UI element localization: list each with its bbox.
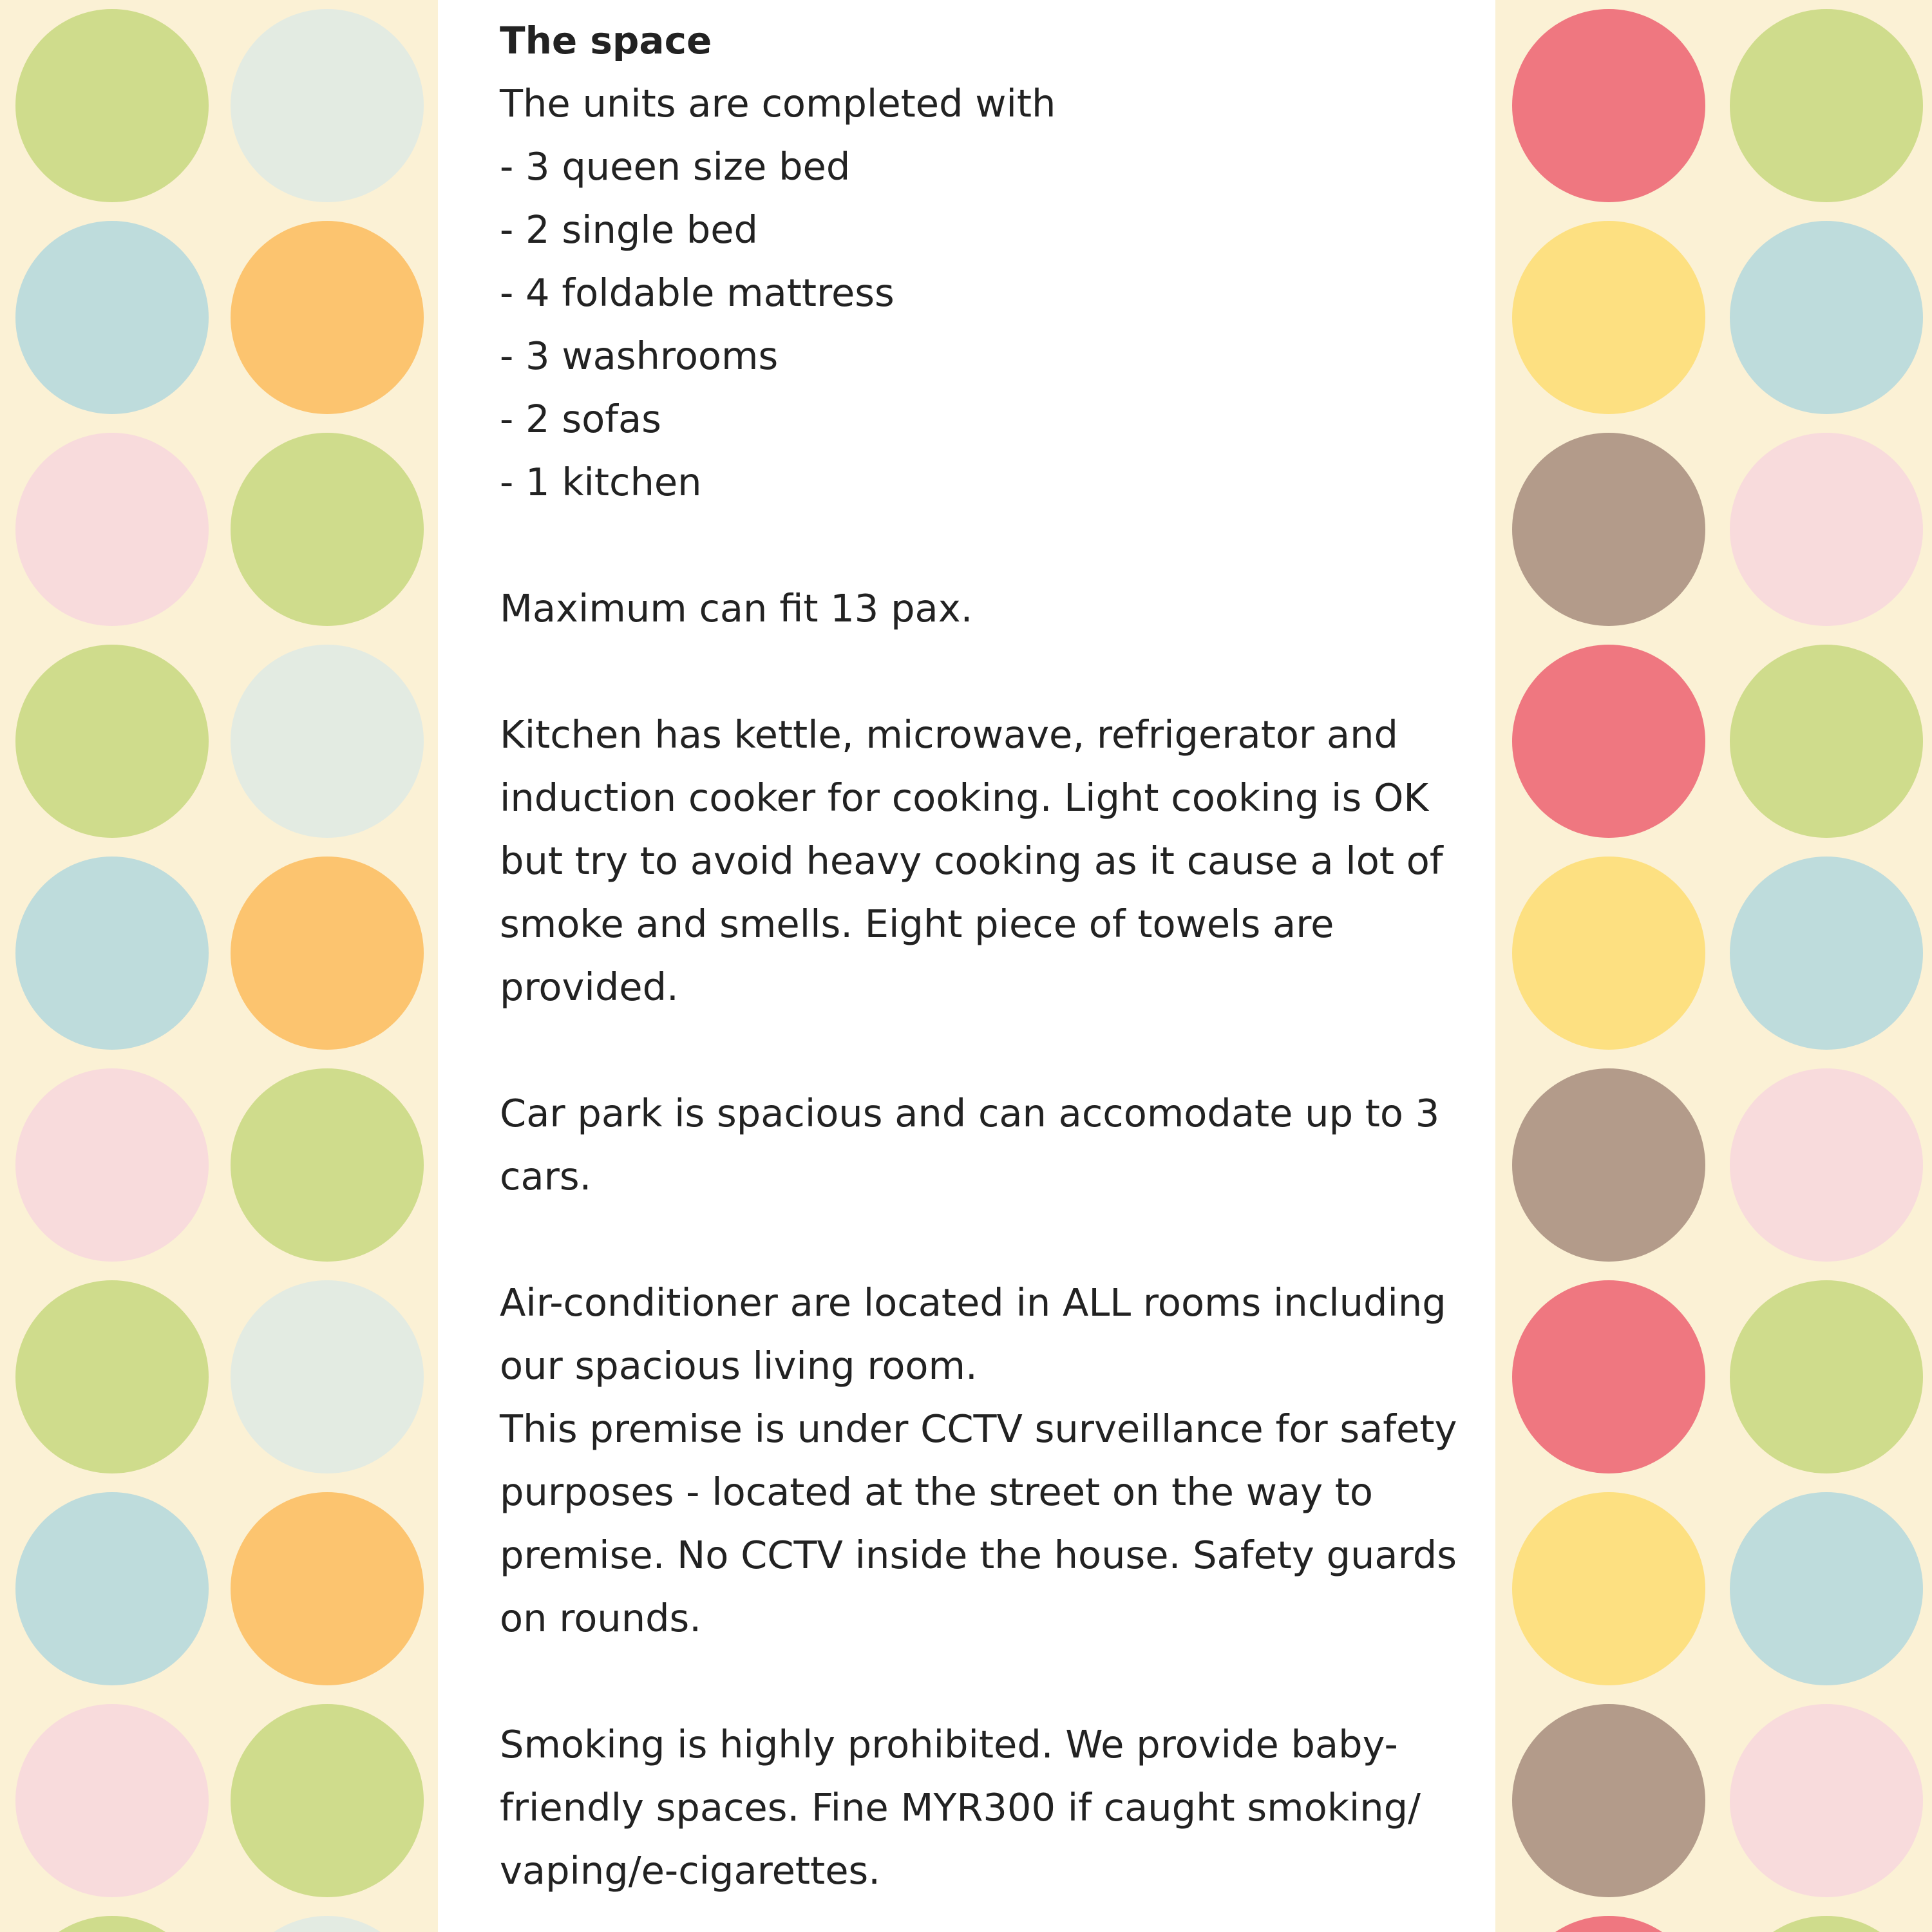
polka-dot (1512, 1492, 1705, 1685)
polka-dot (15, 1704, 209, 1897)
polka-dot (15, 1916, 209, 1932)
listing-description-panel (438, 0, 1495, 1932)
polka-dot (15, 1280, 209, 1473)
polka-dot (1512, 1280, 1705, 1473)
polka-dot (15, 1492, 209, 1685)
polka-dot (231, 1068, 424, 1262)
polka-dot (15, 857, 209, 1050)
polka-dot (15, 9, 209, 202)
polka-dot (1512, 433, 1705, 626)
polka-dot (1730, 1492, 1923, 1685)
polka-dot (231, 645, 424, 838)
polka-dot (231, 857, 424, 1050)
polka-dot (1730, 221, 1923, 414)
polka-dot (231, 1704, 424, 1897)
polka-dot (1730, 1704, 1923, 1897)
capacity-text: Maximum can fit 13 pax. (500, 586, 973, 630)
polka-dot (15, 433, 209, 626)
list-item: - 3 washrooms (500, 334, 779, 378)
polka-dot (15, 1068, 209, 1262)
polka-dot (1512, 1704, 1705, 1897)
polka-dot (1512, 857, 1705, 1050)
smoking-paragraph: Smoking is highly prohibited. We provide baby-friendly spaces. Fine MYR300 if caught smoking/ vaping/e-cigarettes. (500, 1722, 1421, 1893)
list-item: - 4 foldable mattress (500, 270, 895, 315)
polka-dot (231, 1492, 424, 1685)
polka-dot (231, 1916, 424, 1932)
polka-dot (231, 9, 424, 202)
polka-dot (231, 1280, 424, 1473)
section-heading: The space (500, 19, 712, 62)
polka-dot (1730, 9, 1923, 202)
polka-dot (15, 645, 209, 838)
polka-dot (1512, 1916, 1705, 1932)
list-item: - 1 kitchen (500, 460, 702, 504)
polka-dot (1730, 1280, 1923, 1473)
units-intro: The units are completed with (500, 81, 1056, 126)
polka-dot (231, 433, 424, 626)
polka-dot (1512, 221, 1705, 414)
cctv-paragraph: This premise is under CCTV surveillance for safety purposes - located at the street on the way to premise. No CCTV inside the house. Safety guards on rounds. (500, 1406, 1457, 1640)
list-item: - 2 single bed (500, 207, 758, 252)
polka-dot (1730, 1916, 1923, 1932)
list-item: - 2 sofas (500, 397, 661, 441)
list-item: - 3 queen size bed (500, 144, 851, 189)
polka-dot (1730, 857, 1923, 1050)
polka-dot (231, 221, 424, 414)
polka-dot (1730, 1068, 1923, 1262)
kitchen-paragraph: Kitchen has kettle, microwave, refrigerator and induction cooker for cooking. Light cooking is OK but try to avoid heavy cooking as it cause a lot of smoke and smells. Eight piece of towels are provided. (500, 712, 1443, 1009)
polka-dot (1512, 1068, 1705, 1262)
polka-dot (1512, 9, 1705, 202)
polka-dot (1730, 433, 1923, 626)
polka-dot (1512, 645, 1705, 838)
parking-paragraph: Car park is spacious and can accomodate up to 3 cars. (500, 1091, 1440, 1198)
polka-dot (15, 221, 209, 414)
aircon-paragraph: Air-conditioner are located in ALL rooms including our spacious living room. (500, 1280, 1446, 1388)
polka-dot (1730, 645, 1923, 838)
